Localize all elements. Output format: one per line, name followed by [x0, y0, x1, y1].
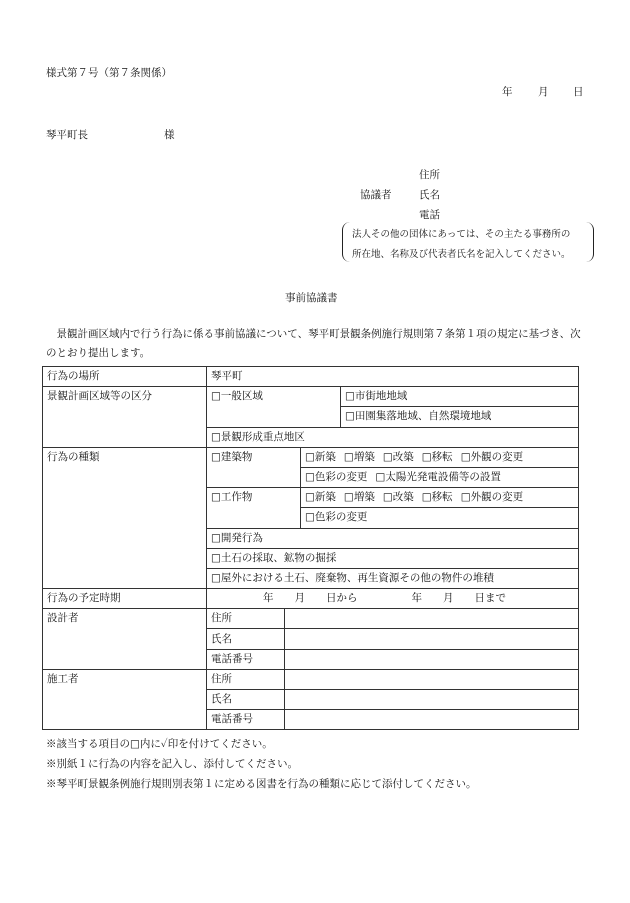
place-label: 行為の場所 [43, 367, 207, 387]
corporate-note-line2: 所在地、名称及び代表者氏名を記入してください。 [352, 249, 571, 260]
table-row [43, 609, 579, 629]
structure-new-checkbox[interactable]: □新築 [305, 491, 336, 504]
area-label: 景観計画区域等の区分 [43, 387, 207, 448]
table-row [43, 447, 579, 467]
note-documents: ※琴平町景観条例施行規則別表第１に定める図書を行為の種類に応じて添付してください。 [46, 778, 477, 790]
structure-rebuild-checkbox[interactable]: □改築 [382, 491, 414, 504]
note-checkmark: ※該当する項目の□内に✓印を付けてください。 [46, 738, 273, 750]
building-new-checkbox[interactable]: □新築 [305, 450, 336, 463]
addressee-suffix: 様 [164, 129, 175, 141]
schedule-label: 行為の予定時期 [43, 589, 207, 609]
designer-label: 設計者 [43, 609, 207, 670]
schedule-from[interactable]: 年 月 日から [263, 592, 358, 605]
structure-options-row2 [301, 508, 579, 528]
builder-address-field[interactable] [285, 669, 579, 689]
building-extend-checkbox[interactable]: □増築 [343, 450, 375, 463]
designer-address-label: 住所 [207, 609, 285, 629]
applicant-address-label: 住所 [419, 169, 440, 181]
table-row [43, 387, 579, 407]
designer-address-field[interactable] [285, 609, 579, 629]
designer-name-label: 氏名 [207, 629, 285, 649]
table-row [43, 367, 579, 387]
corporate-note-bracket [342, 222, 594, 262]
schedule-to[interactable]: 年 月 日まで [411, 592, 506, 605]
structure-color-checkbox[interactable]: □色彩の変更 [305, 511, 368, 524]
structure-checkbox[interactable]: □工作物 [207, 488, 301, 528]
designer-phone-label: 電話番号 [207, 649, 285, 669]
mining-checkbox[interactable]: □土石の採取、鉱物の掘採 [207, 548, 579, 568]
structure-options-row1 [301, 488, 579, 508]
development-checkbox[interactable]: □開発行為 [207, 528, 579, 548]
builder-address-label: 住所 [207, 669, 285, 689]
builder-phone-label: 電話番号 [207, 710, 285, 730]
builder-name-field[interactable] [285, 690, 579, 710]
applicant-label: 協議者 [360, 189, 392, 201]
building-relocate-checkbox[interactable]: □移転 [421, 450, 453, 463]
table-row [43, 589, 579, 609]
addressee: 琴平町長 [46, 129, 88, 141]
designer-phone-field[interactable] [285, 649, 579, 669]
form-number: 様式第７号（第７条関係） [46, 67, 172, 79]
building-checkbox[interactable]: □建築物 [207, 447, 301, 487]
page-title: 事前協議書 [285, 292, 338, 304]
area-rural-checkbox[interactable]: □田園集落地域、自然環境地域 [341, 407, 579, 427]
builder-phone-field[interactable] [285, 710, 579, 730]
place-value: 琴平町 [207, 367, 579, 387]
area-key-checkbox[interactable]: □景観形成重点地区 [207, 427, 579, 447]
type-label: 行為の種類 [43, 447, 207, 588]
building-rebuild-checkbox[interactable]: □改築 [382, 450, 414, 463]
building-options-row1 [301, 447, 579, 467]
intro-paragraph: 景観計画区域内で行う行為に係る事前協議について、琴平町景観条例施行規則第７条第１項の規定に基づき、次のとおり提出します。 [46, 328, 581, 359]
structure-relocate-checkbox[interactable]: □移転 [421, 491, 453, 504]
storage-checkbox[interactable]: □屋外における土石、廃棄物、再生資源その他の物件の堆積 [207, 568, 579, 588]
structure-exterior-checkbox[interactable]: □外観の変更 [460, 491, 524, 504]
applicant-name-label: 氏名 [419, 189, 440, 201]
date-year: 年 [502, 86, 513, 98]
builder-label: 施工者 [43, 669, 207, 730]
note-attachment: ※別紙１に行為の内容を記入し、添付してください。 [46, 758, 298, 770]
corporate-note-line1: 法人その他の団体にあっては、その主たる事務所の [352, 229, 571, 240]
date-month: 月 [538, 86, 549, 98]
designer-name-field[interactable] [285, 629, 579, 649]
consultation-table [42, 366, 579, 730]
area-urban-checkbox[interactable]: □市街地地域 [341, 387, 579, 407]
building-color-checkbox[interactable]: □色彩の変更 [305, 471, 368, 484]
building-exterior-checkbox[interactable]: □外観の変更 [460, 450, 524, 463]
date-day: 日 [573, 86, 584, 98]
structure-extend-checkbox[interactable]: □増築 [343, 491, 375, 504]
area-general-checkbox[interactable]: □一般区域 [207, 387, 341, 427]
building-options-row2 [301, 467, 579, 487]
schedule-value [207, 589, 579, 609]
building-solar-checkbox[interactable]: □太陽光発電設備等の設置 [375, 471, 501, 484]
builder-name-label: 氏名 [207, 690, 285, 710]
applicant-phone-label: 電話 [419, 209, 440, 221]
table-row [43, 669, 579, 689]
